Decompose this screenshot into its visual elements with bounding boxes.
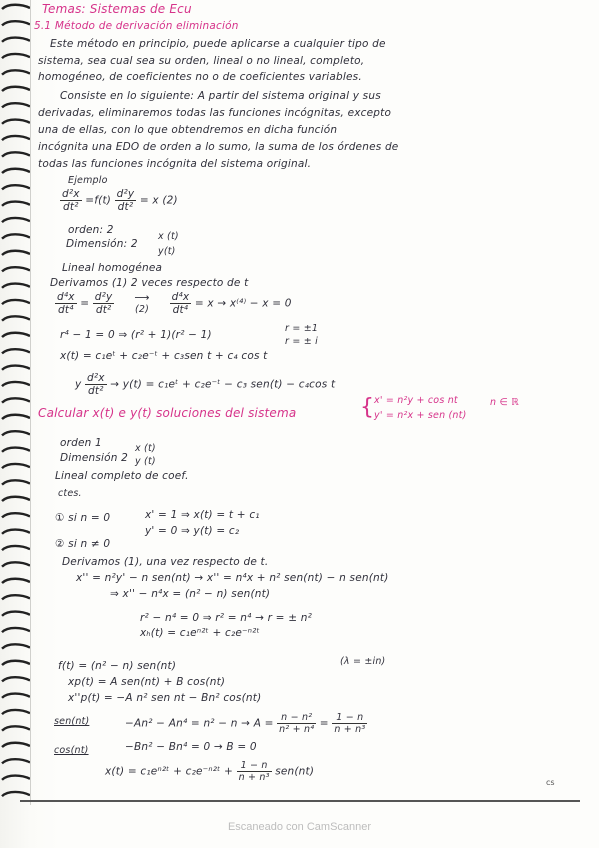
eq-num: d²x <box>86 372 105 384</box>
dim-x: x (t) <box>158 231 179 242</box>
spiral-ring <box>2 562 30 566</box>
spiral-ring <box>2 759 30 763</box>
case1-line1: x' = 1 ⇒ x(t) = t + c₁ <box>145 509 260 521</box>
margin-line <box>30 0 31 805</box>
spiral-ring <box>2 710 30 714</box>
a-den: n + n³ <box>334 724 366 735</box>
spiral-ring <box>2 120 30 124</box>
case2-line4: xₕ(t) = c₁eⁿ²ᵗ + c₂e⁻ⁿ²ᵗ <box>140 627 260 639</box>
particular-note: (λ = ±in) <box>340 656 386 667</box>
example-tipo: Lineal homogénea <box>62 262 163 274</box>
case2-line1: x'' = n²y' − n sen(nt) → x'' = n⁴x + n² sen(nt) − n sen(nt) <box>76 572 389 584</box>
spiral-ring <box>2 349 30 353</box>
case2-line2: ⇒ x'' − n⁴x = (n² − n) sen(nt) <box>110 588 271 600</box>
derivative-equation: $\frac{\text{d⁴x}}{\text{dt⁴}}$ = $\frac{\text{d²y}}{\text{dt²}}$ ⟶ (2) $\frac{\text{d⁴x}}{\text{dt⁴}}$ = x → x⁽⁴⁾ − x = 0 <box>57 291 292 316</box>
spiral-ring <box>2 726 30 730</box>
spiral-ring <box>2 480 30 484</box>
example-dimension: Dimensión: 2 <box>66 238 138 250</box>
eq-den: dt² <box>88 385 104 397</box>
system-domain: n ∈ ℝ <box>490 397 519 408</box>
eq-tail: = x (2) <box>139 194 178 207</box>
spiral-ring <box>2 595 30 599</box>
case2-deriv: Derivamos (1), una vez respecto de t. <box>62 556 269 568</box>
eq-tail: = x → x⁽⁴⁾ − x = 0 <box>194 297 292 310</box>
spiral-ring <box>2 464 30 468</box>
eq-num: d⁴x <box>57 291 75 303</box>
eq-num: d⁴x <box>171 291 190 303</box>
particular-f: f(t) = (n² − n) sen(nt) <box>58 660 177 672</box>
spiral-ring <box>2 185 30 189</box>
eq-den: dt² <box>117 201 134 213</box>
problem-ctes: ctes. <box>58 488 82 499</box>
section-title: 5.1 Método de derivación eliminación <box>34 20 239 32</box>
eq-den: dt² <box>95 304 112 316</box>
spiral-ring <box>2 644 30 648</box>
spiral-ring <box>2 136 30 140</box>
root-imag: r = ± i <box>285 336 318 347</box>
a-num: n − n² <box>277 712 316 724</box>
spiral-ring <box>2 677 30 681</box>
particular-xp: xp(t) = A sen(nt) + B cos(nt) <box>68 676 226 688</box>
intro-line: derivadas, eliminaremos todas las funciones incógnitas, excepto <box>38 107 392 119</box>
sen-label: sen(nt) <box>54 716 90 727</box>
intro-line: Consiste en lo siguiente: A partir del sistema original y sus <box>60 90 381 102</box>
spiral-ring <box>2 251 30 255</box>
characteristic-equation: r⁴ − 1 = 0 ⇒ (r² + 1)(r² − 1) <box>60 329 212 341</box>
spiral-ring <box>2 267 30 271</box>
f-den: n + n³ <box>238 772 270 783</box>
eq-den: dt² <box>63 201 79 213</box>
spiral-ring <box>2 743 30 747</box>
derivamos-line: Derivamos (1) 2 veces respecto de t <box>50 277 249 289</box>
particular-xpp: x''p(t) = −A n² sen nt − Bn² cos(nt) <box>68 692 262 704</box>
spiral-ring <box>2 661 30 665</box>
spiral-ring <box>2 431 30 435</box>
a-eq-text: −An² − An⁴ = n² − n → A = <box>125 717 274 730</box>
particular-a-eq: −An² − An⁴ = n² − n → A = $\frac{\text{n − n²}}{\text{n² + n⁴}}$ = $\frac{1 - n}{\text{n + n³}}$ <box>125 712 366 735</box>
root-real: r = ±1 <box>285 323 319 334</box>
spiral-ring <box>2 628 30 632</box>
y-prefix: y <box>75 378 82 391</box>
eq-num: d²y <box>94 291 113 303</box>
spiral-ring <box>2 776 30 780</box>
intro-line: una de ellas, con lo que obtendremos en dicha función <box>38 124 338 136</box>
spiral-ring <box>2 70 30 74</box>
problem-orden: orden 1 <box>60 437 102 449</box>
system-eq1: x' = n²y + cos nt <box>374 395 458 406</box>
spiral-ring <box>2 694 30 698</box>
gen-sol-text: x(t) = c₁eⁿ²ᵗ + c₂e⁻ⁿ²ᵗ + <box>105 765 234 778</box>
a-den: n² + n⁴ <box>279 724 315 735</box>
system-eq2: y' = n²x + sen (nt) <box>374 410 467 421</box>
gen-sol-tail: sen(nt) <box>275 765 315 778</box>
dim-x: x (t) <box>135 443 156 454</box>
spiral-ring <box>2 448 30 452</box>
case1-line2: y' = 0 ⇒ y(t) = c₂ <box>145 525 240 537</box>
example-orden: orden: 2 <box>68 224 114 236</box>
f-num: 1 − n <box>237 760 272 772</box>
intro-line: homogéneo, de coeficientes no o de coeficientes variables. <box>38 71 362 83</box>
eq-num: d²x <box>62 188 80 200</box>
problem-tipo: Lineal completo de coef. <box>55 470 189 482</box>
eq-mid: =f(t) <box>85 194 112 207</box>
spiral-ring <box>2 87 30 91</box>
x-solution: x(t) = c₁eᵗ + c₂e⁻ᵗ + c₃sen t + c₄ cos t <box>60 350 268 362</box>
scanner-mark: cs <box>546 778 555 787</box>
page-title: Temas: Sistemas de Ecu <box>42 2 192 16</box>
y-solution <box>75 372 335 397</box>
spiral-ring <box>2 218 30 222</box>
case2-line3: r² − n⁴ = 0 ⇒ r² = n⁴ → r = ± n² <box>140 612 313 624</box>
intro-line: todas las funciones incógnita del sistema original. <box>38 158 312 170</box>
spiral-ring <box>2 333 30 337</box>
spiral-ring <box>2 530 30 534</box>
spiral-ring <box>2 284 30 288</box>
example-equation <box>60 188 178 213</box>
spiral-ring <box>2 152 30 156</box>
eq-tail: → y(t) = c₁eᵗ + c₂e⁻ᵗ − c₃ sen(t) − c₄cos t <box>110 378 336 391</box>
spiral-ring <box>2 579 30 583</box>
spiral-ring <box>2 513 30 517</box>
spiral-ring <box>2 54 30 58</box>
eq-num: d²y <box>116 188 135 200</box>
intro-line: incógnita una EDO de orden a lo sumo, la suma de los órdenes de <box>38 141 399 153</box>
spiral-ring <box>2 169 30 173</box>
a-num: 1 − n <box>332 712 367 724</box>
dim-y: y (t) <box>135 456 156 467</box>
spiral-ring <box>2 546 30 550</box>
scanner-watermark: Escaneado con CamScanner <box>227 821 372 833</box>
cos-label: cos(nt) <box>54 745 89 756</box>
spiral-ring <box>2 316 30 320</box>
case1-label: ① si n = 0 <box>55 512 111 524</box>
particular-b-eq: −Bn² − Bn⁴ = 0 → B = 0 <box>125 741 257 753</box>
spiral-ring <box>2 38 30 42</box>
spiral-ring <box>2 415 30 419</box>
spiral-ring <box>2 792 30 796</box>
intro-line: Este método en principio, puede aplicarse a cualquier tipo de <box>50 38 386 50</box>
problem-statement: Calcular x(t) e y(t) soluciones del sistema <box>38 406 297 420</box>
problem-dimension: Dimensión 2 <box>60 452 129 464</box>
spiral-ring <box>2 5 30 9</box>
spiral-ring <box>2 300 30 304</box>
example-label: Ejemplo <box>68 175 108 186</box>
general-solution <box>105 760 314 783</box>
eq-den: dt⁴ <box>172 304 189 316</box>
eq-den: dt⁴ <box>58 304 74 316</box>
spiral-ring <box>2 202 30 206</box>
dim-y: y(t) <box>158 246 176 257</box>
spiral-ring <box>2 612 30 616</box>
spiral-ring <box>2 103 30 107</box>
spiral-ring <box>2 366 30 370</box>
spiral-ring <box>2 398 30 402</box>
spiral-ring <box>2 497 30 501</box>
case2-label: ② si n ≠ 0 <box>55 538 111 550</box>
arrow-label: (2) <box>135 304 150 315</box>
intro-line: sistema, sea cual sea su orden, lineal o no lineal, completo, <box>38 55 365 67</box>
spiral-ring <box>2 382 30 386</box>
spiral-ring <box>2 234 30 238</box>
spiral-ring <box>2 21 30 25</box>
paper-edge <box>20 800 580 802</box>
system-brace: { <box>360 395 375 420</box>
